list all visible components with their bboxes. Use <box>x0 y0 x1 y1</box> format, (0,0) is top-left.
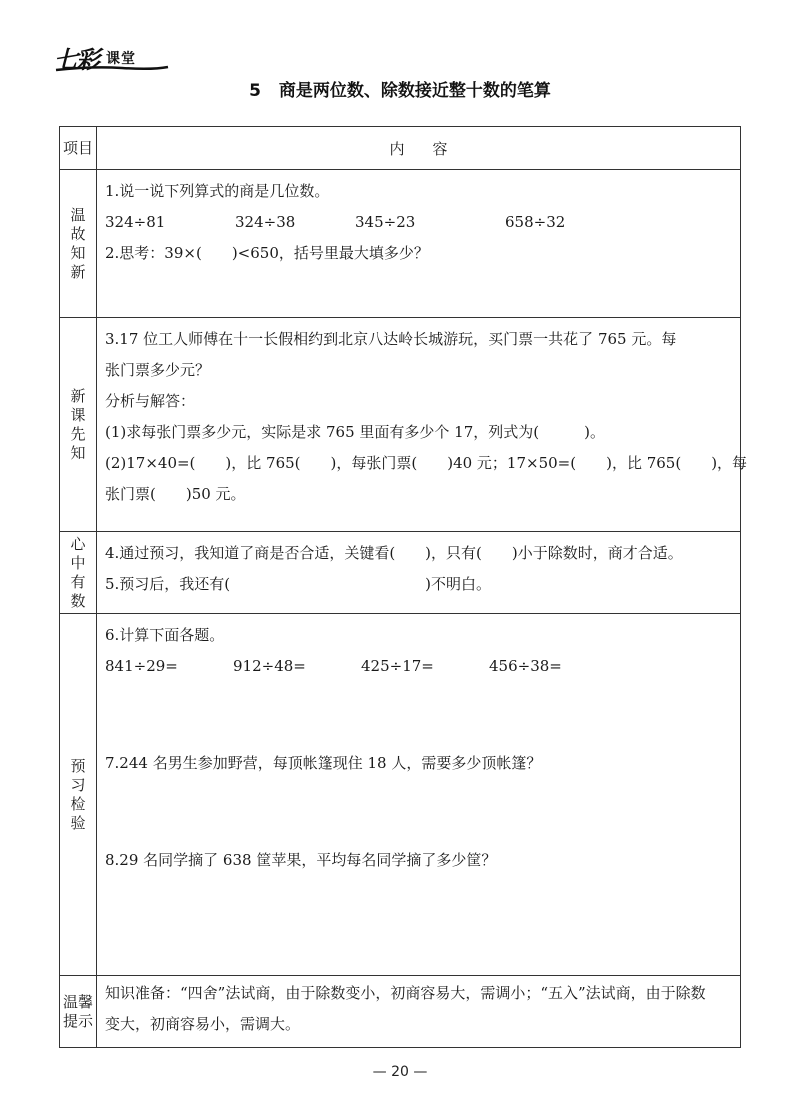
expression: 425÷17= <box>361 657 434 675</box>
question-1: 1.说一说下列算式的商是几位数。 <box>105 182 330 200</box>
question-1-items <box>105 207 732 238</box>
question-4: 4.通过预习，我知道了商是否合适，关键看( )，只有( )小于除数时，商才合适。 <box>105 544 683 562</box>
section-check <box>60 614 741 976</box>
page-number: — 20 — <box>372 1064 428 1080</box>
logo-text: 课堂 <box>106 51 136 67</box>
lesson-number: 5 <box>249 81 261 101</box>
section-label: 温故知新 <box>70 205 86 281</box>
question-7: 7.244 名男生参加野营，每顶帐篷现住 18 人，需要多少顶帐篷？ <box>105 754 542 772</box>
section-label-cell <box>60 614 97 976</box>
section-label-cell <box>60 976 97 1048</box>
expression: 345÷23 <box>355 213 416 231</box>
question-8: 8.29 名同学摘了 638 筐苹果，平均每名同学摘了多少筐？ <box>105 851 497 869</box>
question-6: 6.计算下面各题。 <box>105 626 225 644</box>
section-label-cell <box>60 318 97 532</box>
section-newlesson <box>60 318 741 532</box>
step-2-line-2: 张门票( )50 元。 <box>105 485 246 503</box>
section-label: 心中有数 <box>70 534 86 610</box>
header-item-label: 项目 <box>62 139 93 157</box>
section-content <box>97 170 741 318</box>
step-1: (1)求每张门票多少元，实际是求 765 里面有多少个 17，列式为( )。 <box>105 423 605 441</box>
section-label: 新课先知 <box>70 386 86 462</box>
question-5: 5.预习后，我还有( )不明白。 <box>105 575 492 593</box>
question-3-line-1: 3.17 位工人师傅在十一长假相约到北京八达岭长城游玩，买门票一共花了 765 元。每 <box>105 330 677 348</box>
tips-line-2: 变大，初商容易小，需调大。 <box>105 1015 301 1033</box>
expression: 658÷32 <box>505 213 566 231</box>
section-review <box>60 170 741 318</box>
logo-brush-text: 七彩 <box>54 45 98 74</box>
section-content <box>97 532 741 614</box>
question-2: 2.思考：39×( )<650，括号里最大填多少？ <box>105 244 429 262</box>
publisher-logo <box>52 40 172 74</box>
expression: 456÷38= <box>489 657 562 675</box>
section-label-cell <box>60 532 97 614</box>
section-label: 预习检验 <box>70 756 86 832</box>
section-label: 温馨提示 <box>62 992 93 1030</box>
analysis-heading: 分析与解答： <box>105 392 196 410</box>
expression: 324÷81 <box>105 213 166 231</box>
page-title <box>0 76 800 101</box>
tips-line-1: 知识准备：“四舍”法试商，由于除数变小，初商容易大，需调小；“五入”法试商，由于除数 <box>105 984 706 1002</box>
header-content-label: 内容 <box>97 127 741 170</box>
worksheet-table <box>59 126 748 1048</box>
section-mind <box>60 532 741 614</box>
question-6-items <box>105 651 732 682</box>
expression: 324÷38 <box>235 213 296 231</box>
section-content <box>97 976 741 1048</box>
expression: 841÷29= <box>105 657 178 675</box>
question-3-line-2: 张门票多少元？ <box>105 361 211 379</box>
section-content <box>97 318 748 532</box>
table-header-row <box>60 127 741 170</box>
section-tips <box>60 976 741 1048</box>
expression: 912÷48= <box>233 657 306 675</box>
lesson-title: 商是两位数、除数接近整十数的笔算 <box>278 81 551 101</box>
section-label-cell <box>60 170 97 318</box>
step-2-line-1: (2)17×40=( )，比 765( )，每张门票( )40 元；17×50=( )，比 765( )，每 <box>105 454 748 472</box>
header-item-cell <box>60 127 97 170</box>
section-content <box>97 614 741 976</box>
